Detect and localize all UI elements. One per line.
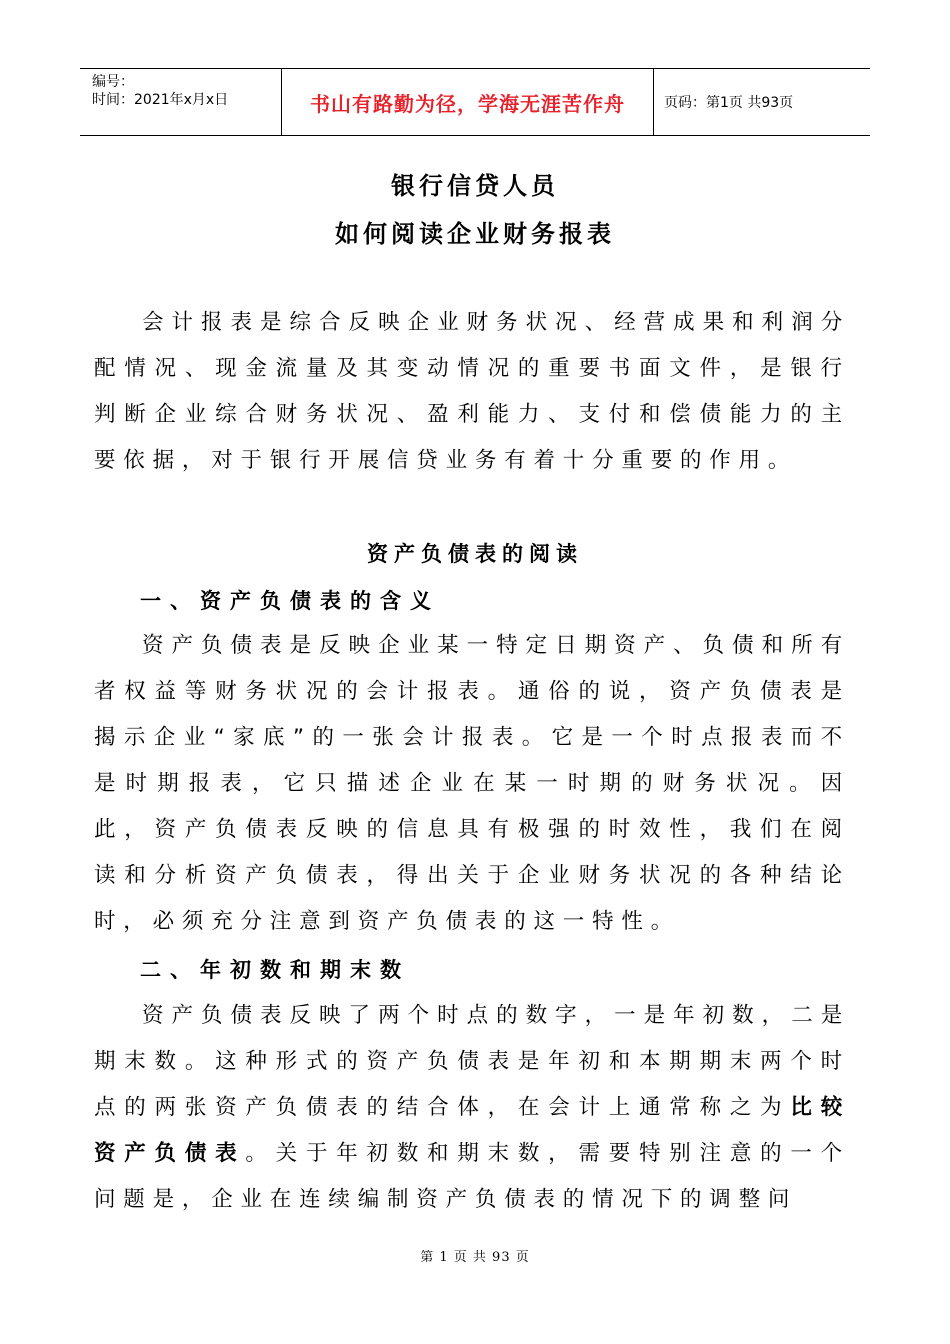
header-page-info: 页码：第1页 共93页 (664, 95, 794, 111)
paragraph-2-bold-term: 比较资产负债表 (94, 1095, 851, 1166)
doc-title-line1: 银行信贷人员 (391, 172, 559, 200)
subsection-title-1: 一、资产负债表的含义 (140, 589, 440, 613)
number-label: 编号： (92, 74, 134, 90)
header-motto: 书山有路勤为径，学海无涯苦作舟 (282, 69, 654, 135)
page-footer: 第 1 页 共 93 页 (420, 1250, 530, 1265)
doc-title-line2: 如何阅读企业财务报表 (335, 220, 615, 248)
intro-paragraph: 会计报表是综合反映企业财务状况、经营成果和利润分配情况、现金流量及其变动情况的重要书面文件，是银行判断企业综合财务状况、盈利能力、支付和偿债能力的主要依据，对于银行开展信贷业务有着十分重要的作用。 (94, 310, 850, 473)
paragraph-2 (94, 993, 850, 1223)
paragraph-1: 资产负债表是反映企业某一特定日期资产、负债和所有者权益等财务状况的会计报表。通俗的说，资产负债表是揭示企业“家底”的一张会计报表。它是一个时点报表而不是时期报表，它只描述企业在某一时期的财务状况。因此，资产负债表反映的信息具有极强的时效性，我们在阅读和分析资产负债表，得出关于企业财务状况的各种结论时，必须充分注意到资产负债表的这一特性。 (94, 633, 850, 934)
subsection-title-2: 二、年初数和期末数 (140, 958, 410, 982)
paragraph-2-part-b: 。关于年初数和期末数，需要特别注意的一个问题是，企业在连续编制资产负债表的情况下的调整问 (94, 1141, 850, 1212)
section-title: 资产负债表的阅读 (367, 542, 583, 566)
page-header (80, 68, 870, 136)
header-meta (80, 69, 282, 135)
time-label: 时间：2021年x月x日 (92, 92, 229, 108)
paragraph-2-part-a: 资产负债表反映了两个时点的数字，一是年初数，二是期末数。这种形式的资产负债表是年初和本期期末两个时点的两张资产负债表的结合体，在会计上通常称之为 (94, 1003, 850, 1120)
